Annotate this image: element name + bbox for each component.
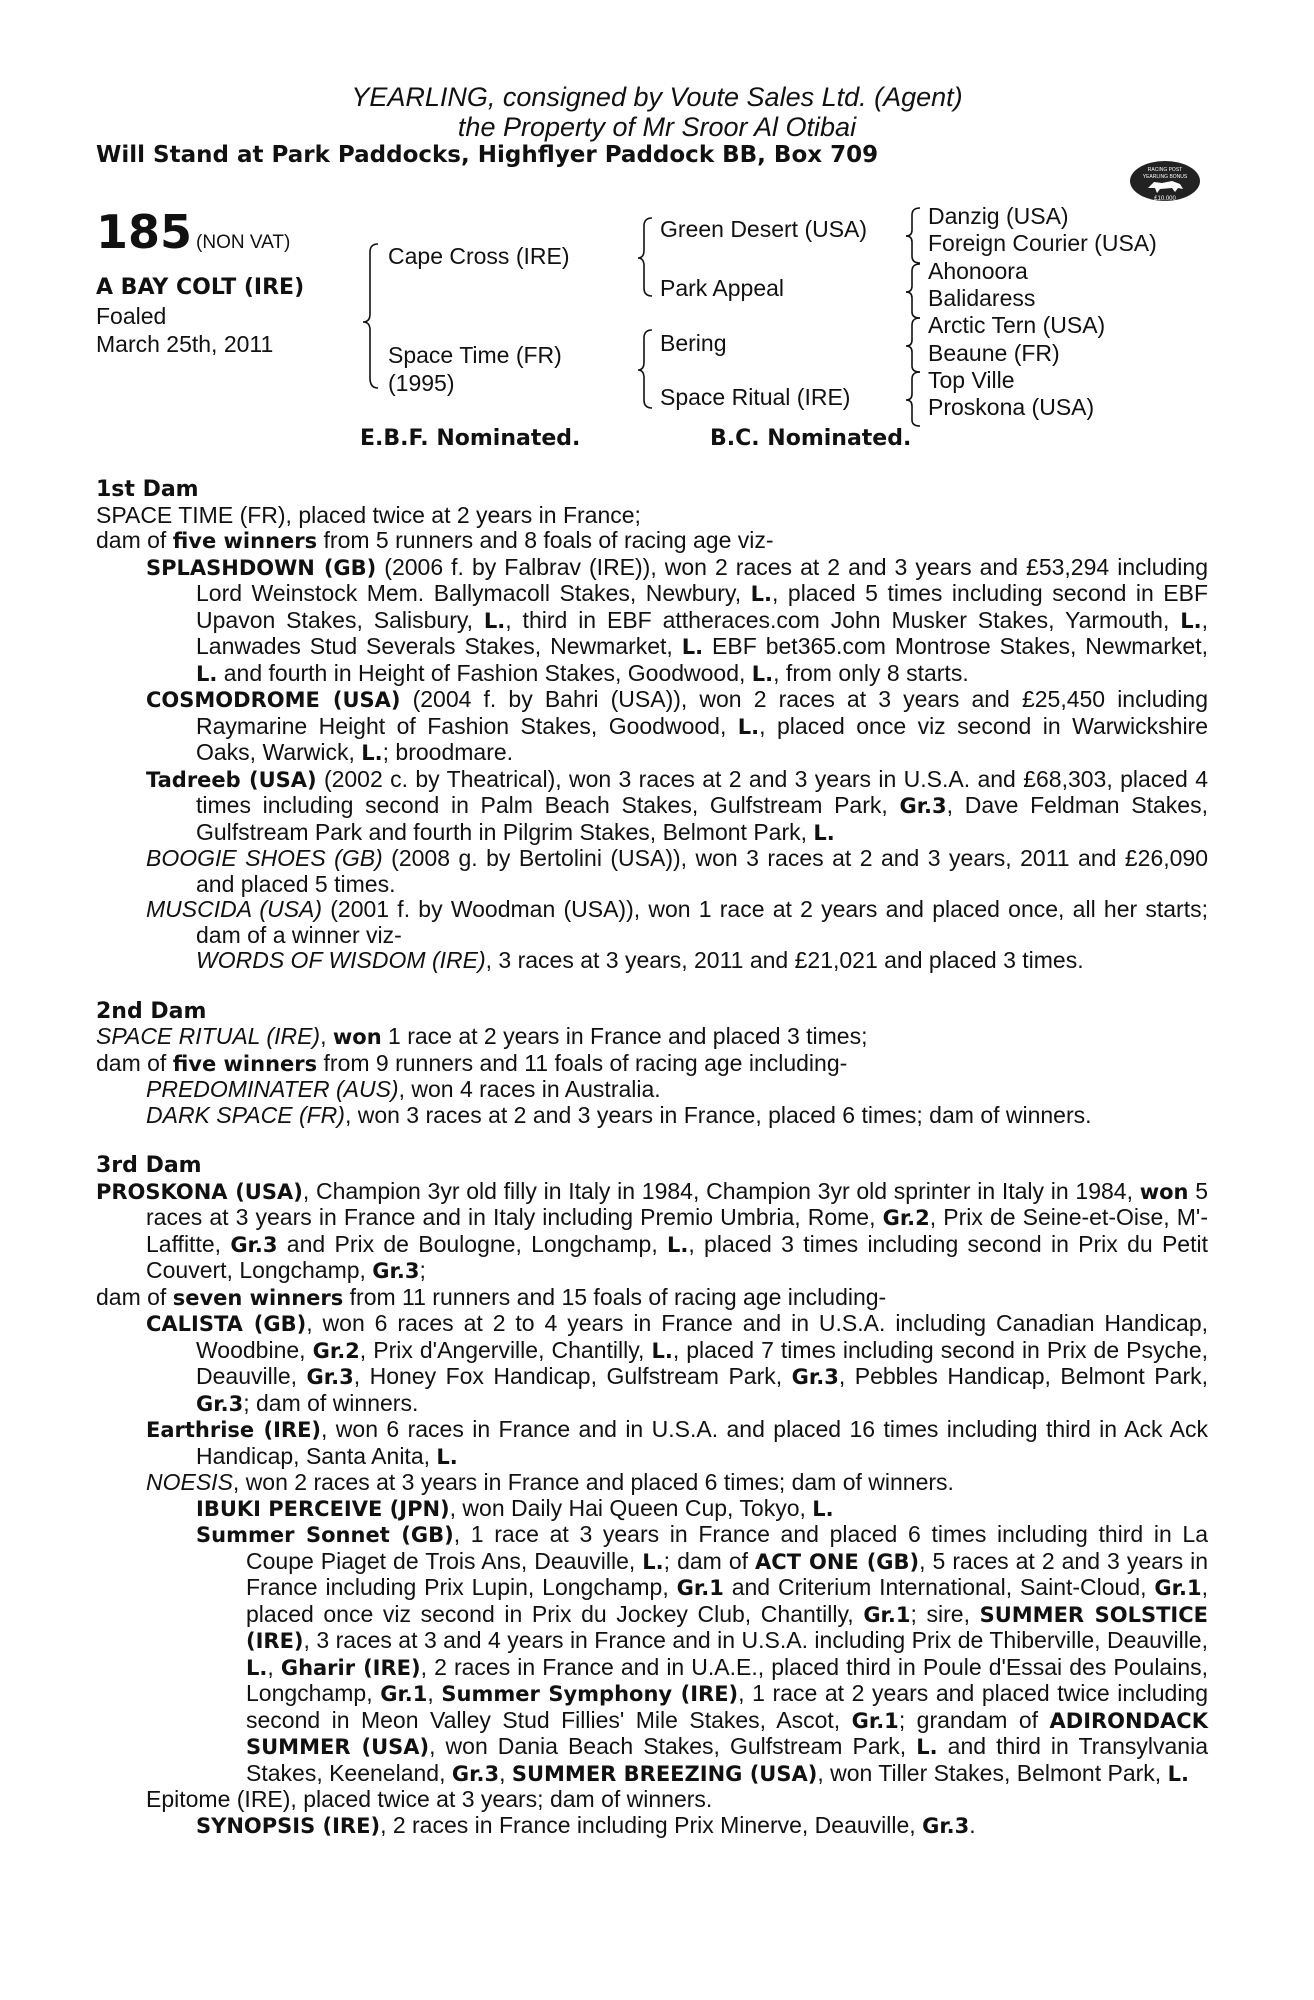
badge-line-3: £10,000 (1154, 196, 1176, 202)
stand-location: Will Stand at Park Paddocks, Highflyer Paddock BB, Box 709 (96, 142, 879, 168)
second-dam-produce: dam of five winners from 9 runners and 11 foals of racing age including- (96, 1049, 848, 1076)
bc-nominated: B.C. Nominated. (710, 426, 912, 451)
pedigree-gen3-8: Proskona (USA) (928, 394, 1095, 420)
badge-line-2: YEARLING BONUS (1142, 174, 1188, 180)
produce-entry: Summer Sonnet (GB), 1 race at 3 years in France and placed 6 times including third in La Coupe Piaget de Trois Ans, Deauville, L.; dam of ACT ONE (GB), 5 races at 2 and 3 years in France including Prix Lupin, Longchamp, Gr.1 and Criterium International, Saint-Cloud, Gr.1, placed once viz second in Prix du Jockey Club, Chantilly, Gr.1; sire, SUMMER SOLSTICE (IRE), 3 races at 3 and 4 years in France and in U.S.A. including Prix de Thiberville, Deauville, L., Gharir (IRE), 2 races in France and in U.A.E., placed third in Poule d'Essai des Poulains, Longchamp, Gr.1, Summer Symphony (IRE), 1 race at 2 years and placed twice including second in Meon Valley Stud Fillies' Mile Stakes, Ascot, Gr.1; grandam of ADIRONDACK SUMMER (USA), won Dania Beach Stakes, Gulfstream Park, L. and third in Transylvania Stakes, Keeneland, Gr.3, SUMMER BREEZING (USA), won Tiller Stakes, Belmont Park, L. (196, 1521, 1209, 1786)
pedigree-gen3-5: Arctic Tern (USA) (928, 312, 1106, 338)
produce-entry: DARK SPACE (FR), won 3 races at 2 and 3 years in France, placed 6 times; dam of winners. (146, 1101, 1092, 1128)
pedigree-sire-dam: Park Appeal (660, 275, 785, 301)
produce-entry: PREDOMINATER (AUS), won 4 races in Australia. (146, 1076, 661, 1102)
produce-entry: Tadreeb (USA) (2002 c. by Theatrical), won 3 races at 2 and 3 years in U.S.A. and £68,303, placed 4 times including second in Palm Beach Stakes, Gulfstream Park, Gr.3, Dave Feldman Stakes, Gulfstream Park and fourth in Pilgrim Stakes, Belmont Park, L. (146, 765, 1208, 845)
pedigree-sire-sire: Green Desert (USA) (660, 216, 868, 242)
pedigree-gen3-4: Balidaress (928, 285, 1036, 311)
produce-entry: WORDS OF WISDOM (IRE), 3 races at 3 years, 2011 and £21,021 and placed 3 times. (196, 947, 1084, 973)
produce-entry: CALISTA (GB), won 6 races at 2 to 4 years in France and in U.S.A. including Canadian Handicap, Woodbine, Gr.2, Prix d'Angerville, Chantilly, L., placed 7 times including second in Prix de Psyche, Deauville, Gr.3, Honey Fox Handicap, Gulfstream Park, Gr.3, Pebbles Handicap, Belmont Park, Gr.3; dam of winners. (146, 1310, 1209, 1416)
third-dam-heading: 3rd Dam (96, 1153, 202, 1178)
pedigree-braces (0, 0, 1314, 440)
header-line-1: YEARLING, consigned by Voute Sales Ltd. (Agent) (351, 82, 963, 112)
pedigree-dam: Space Time (FR) (388, 342, 562, 368)
pedigree-dam-dam: Space Ritual (IRE) (660, 384, 851, 410)
pedigree-sire: Cape Cross (IRE) (388, 243, 570, 269)
third-dam-text: PROSKONA (USA), Champion 3yr old filly in Italy in 1984, Champion 3yr old sprinter in Italy in 1984, won 5 races at 3 years in France and in Italy including Premio Umbria, Rome, Gr.2, Prix de Seine-et-Oise, M'-Laffitte, Gr.3 and Prix de Boulogne, Longchamp, L., placed 3 times including second in Prix du Petit Couvert, Longchamp, Gr.3; (96, 1177, 1209, 1283)
third-dam-produce: dam of seven winners from 11 runners and 15 foals of racing age including- (96, 1283, 887, 1310)
vat-status: (NON VAT) (196, 232, 291, 253)
first-dam-text: SPACE TIME (FR), placed twice at 2 years in France; (96, 501, 641, 528)
produce-entry: BOOGIE SHOES (GB) (2008 g. by Bertolini (USA)), won 3 races at 2 and 3 years, 2011 and £26,090 and placed 5 times. (146, 845, 1208, 897)
pedigree-gen3-3: Ahonoora (928, 258, 1028, 284)
produce-entry: SYNOPSIS (IRE), 2 races in France including Prix Minerve, Deauville, Gr.3. (196, 1811, 976, 1838)
second-dam-heading: 2nd Dam (96, 998, 207, 1024)
pedigree-gen3-1: Danzig (USA) (928, 203, 1069, 229)
pedigree-dam-year: (1995) (388, 370, 455, 396)
foaled-date: March 25th, 2011 (96, 331, 274, 357)
produce-entry: MUSCIDA (USA) (2001 f. by Woodman (USA)), won 1 race at 2 years and placed once, all her starts; dam of a winner viz- (146, 896, 1208, 948)
produce-entry: Earthrise (IRE), won 6 races in France and in U.S.A. and placed 16 times including third in Ack Ack Handicap, Santa Anita, L. (146, 1416, 1208, 1469)
ebf-nominated: E.B.F. Nominated. (360, 426, 581, 451)
badge-line-1: RACING POST (1147, 167, 1183, 173)
foaled-label: Foaled (96, 303, 167, 329)
produce-entry: SPLASHDOWN (GB) (2006 f. by Falbrav (IRE)), won 2 races at 2 and 3 years and £53,294 including Lord Weinstock Mem. Ballymacoll Stakes, Newbury, L., placed 5 times including second in EBF Upavon Stakes, Salisbury, L., third in EBF attheraces.com John Musker Stakes, Yarmouth, L., Lanwades Stud Severals Stakes, Newmarket, L. EBF bet365.com Montrose Stakes, Newmarket, L. and fourth in Height of Fashion Stakes, Goodwood, L., from only 8 starts. (146, 553, 1208, 686)
produce-entry: IBUKI PERCEIVE (JPN), won Daily Hai Queen Cup, Tokyo, L. (196, 1494, 834, 1521)
produce-entry: Epitome (IRE), placed twice at 3 years; dam of winners. (146, 1786, 713, 1812)
first-dam-produce: dam of five winners from 5 runners and 8 foals of racing age viz- (96, 527, 774, 553)
produce-record (96, 477, 1208, 1839)
produce-entry: NOESIS, won 2 races at 3 years in France and placed 6 times; dam of winners. (146, 1469, 954, 1495)
first-dam-heading: 1st Dam (96, 477, 199, 502)
second-dam-text: SPACE RITUAL (IRE), won 1 race at 2 years in France and placed 3 times; (96, 1023, 868, 1049)
header-line-2: the Property of Mr Sroor Al Otibai (457, 112, 857, 142)
pedigree-gen3-7: Top Ville (928, 367, 1015, 393)
pedigree-dam-sire: Bering (660, 330, 727, 356)
lot-number-value: 185 (96, 205, 193, 259)
lot-title: A BAY COLT (IRE) (96, 275, 305, 300)
produce-entry: COSMODROME (USA) (2004 f. by Bahri (USA)), won 2 races at 3 years and £25,450 including Raymarine Height of Fashion Stakes, Goodwood, L., placed once viz second in Warwickshire Oaks, Warwick, L.; broodmare. (146, 686, 1208, 765)
pedigree-gen3-2: Foreign Courier (USA) (928, 230, 1157, 256)
pedigree-gen3-6: Beaune (FR) (928, 340, 1060, 366)
